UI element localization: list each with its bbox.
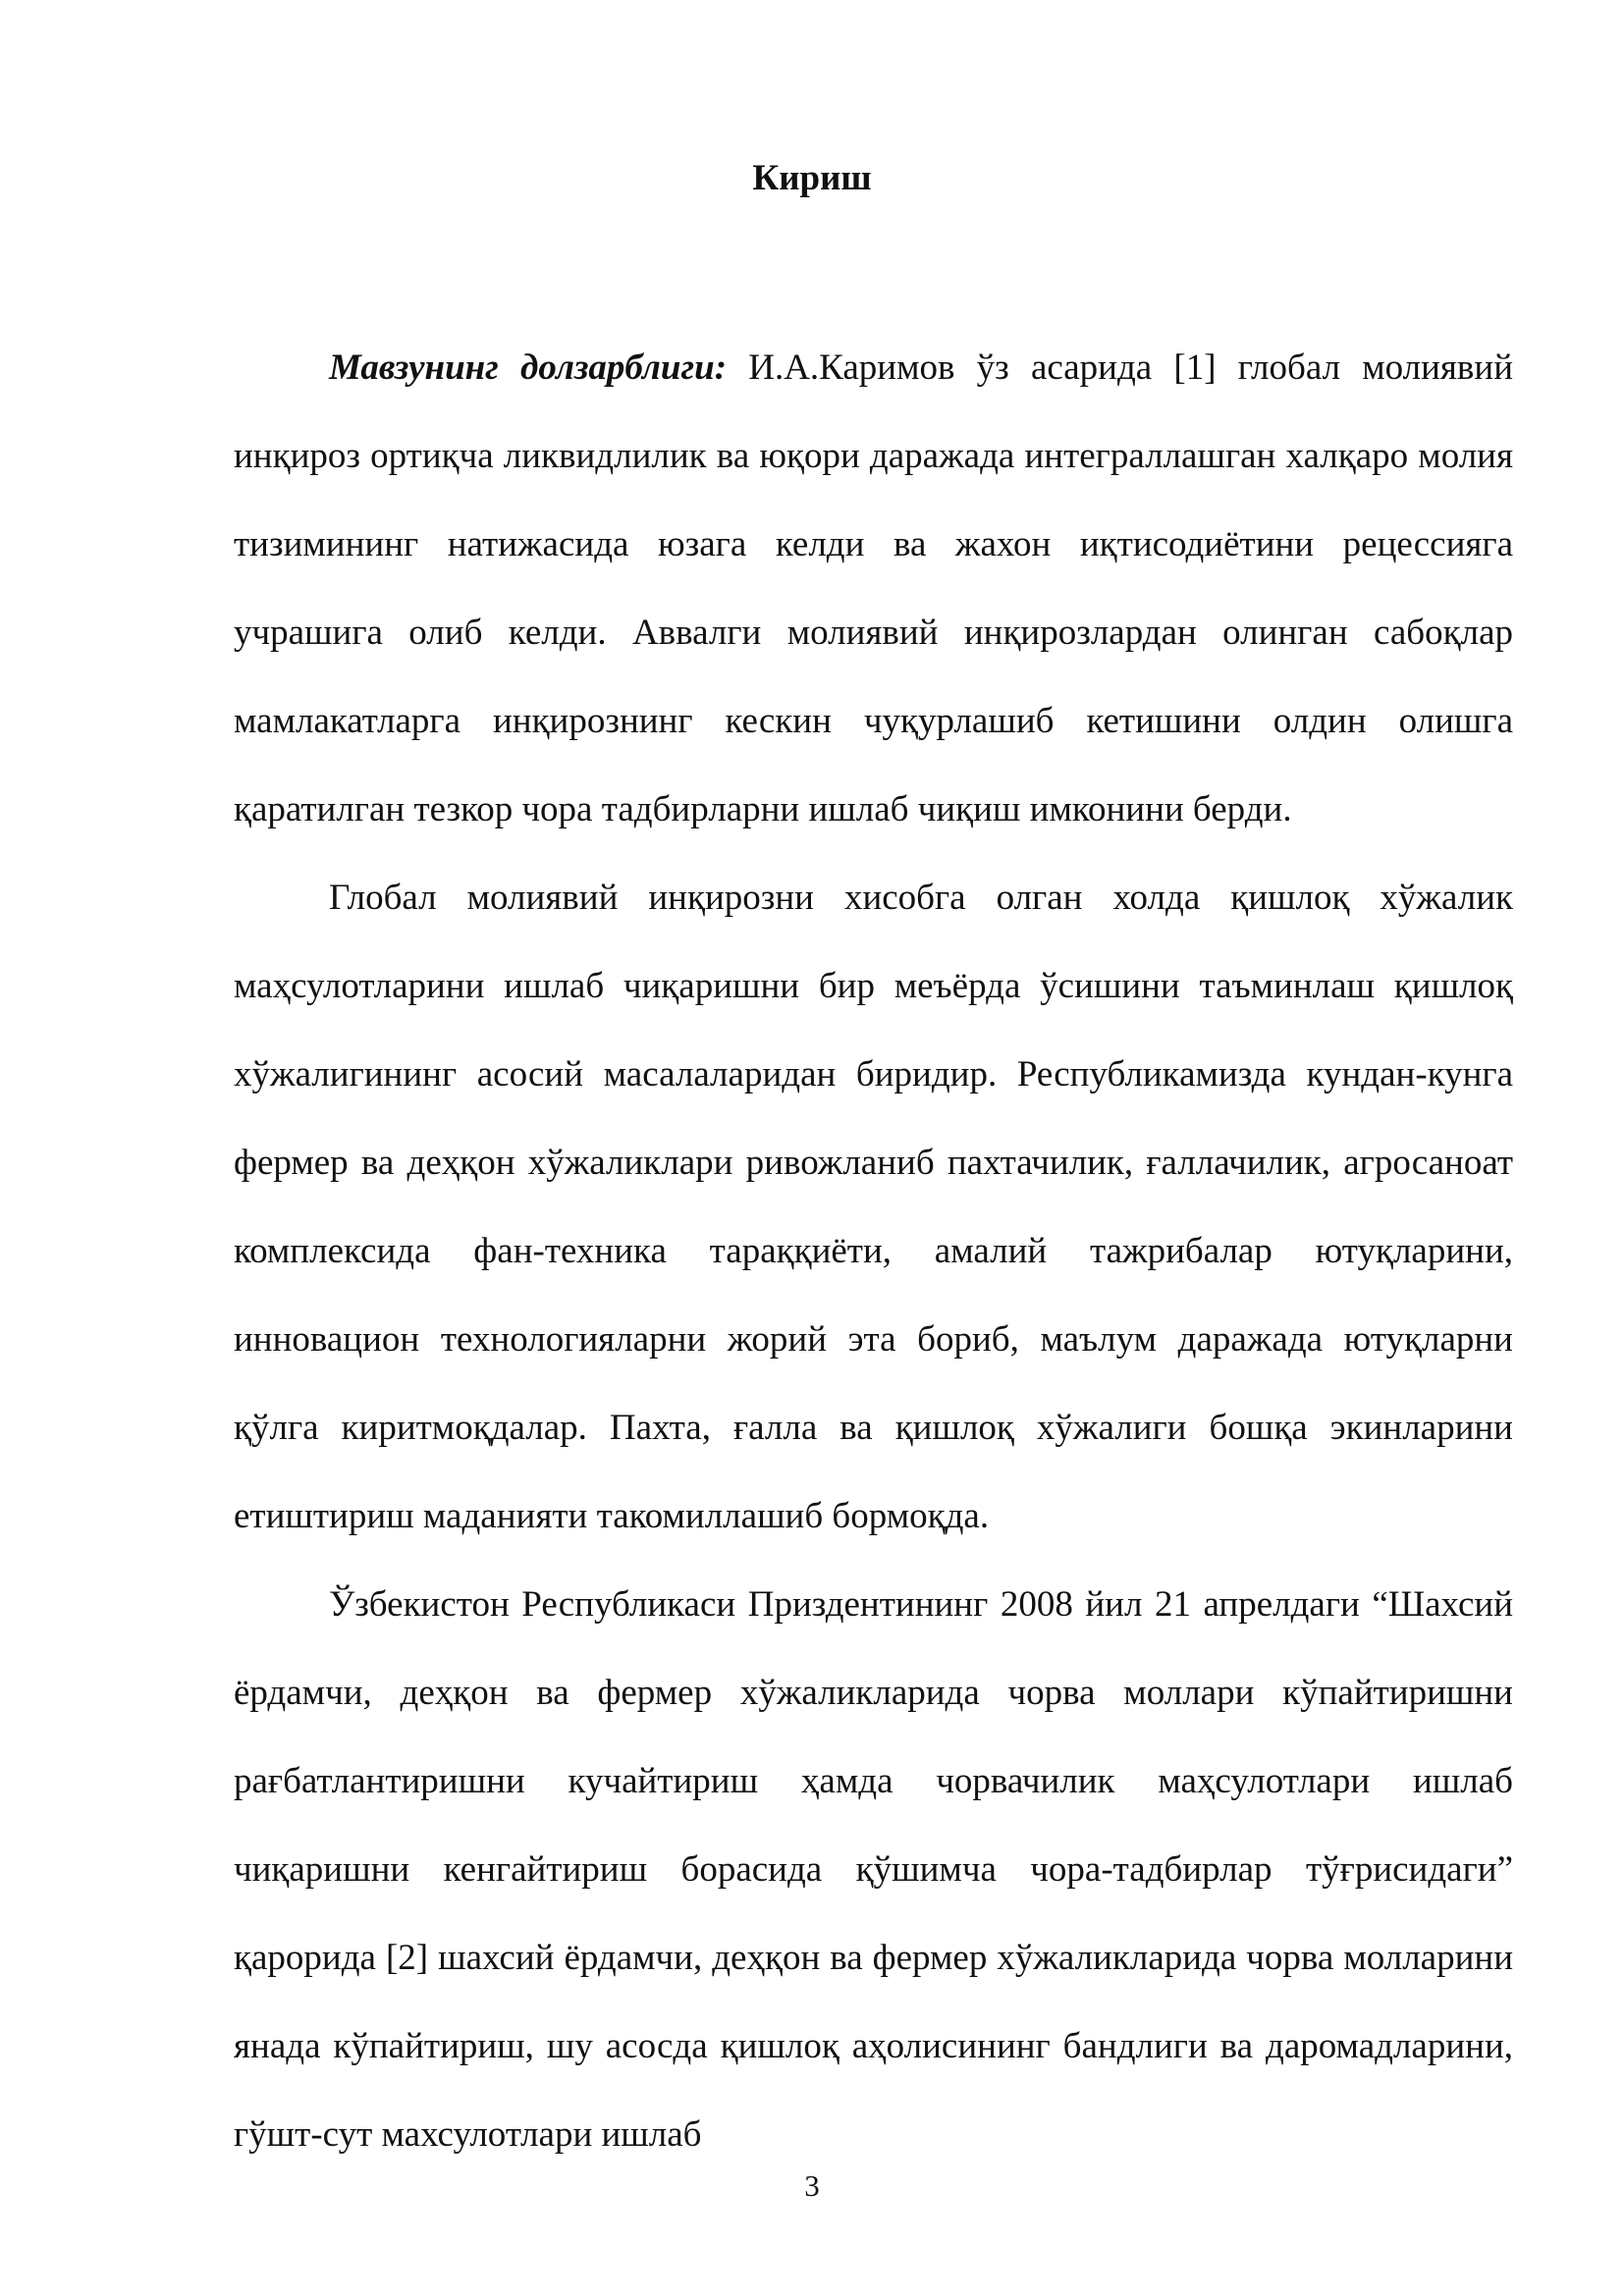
page-number: 3: [804, 2168, 820, 2203]
paragraph-global-crisis: Глобал молиявий инқирозни хисобга олган холда қишлоқ хўжалик маҳсулотларини ишлаб чиқаришни бир меъёрда ўсишини таъминлаш қишлоқ хўжалигининг асосий масалаларидан биридир. Республикамизда кундан-кунга фермер ва деҳқон хўжаликлари ривожланиб пахтачилик, ғаллачилик, агросаноат комплексида фан-техника тараққиёти, амалий тажрибалар ютуқларини, инновацион технологияларни жорий эта бориб, маълум даражада ютуқларни қўлга киритмоқдалар. Пахта, ғалла ва қишлоқ хўжалиги бошқа экинларини етиштириш маданияти такомиллашиб бормоқда.: [234, 878, 1513, 1536]
section-heading: Кириш: [752, 158, 872, 198]
relevance-label: Мавзунинг долзарблиги:: [329, 347, 728, 388]
paragraph-presidential-decree: Ўзбекистон Республикаси Приздентининг 2008 йил 21 апрелдаги “Шахсий ёрдамчи, деҳқон ва фермер хўжаликларида чорва моллари кўпайтиришни рағбатлантиришни кучайтириш ҳамда чорвачилик маҳсулотлари ишлаб чиқаришни кенгайтириш борасида қўшимча чора-тадбирлар тўғрисидаги” қарорида [2] шахсий ёрдамчи, деҳқон ва фермер хўжаликларида чорва молларини янада кўпайтириш, шу асосда қишлоқ аҳолисининг бандлиги ва даромадларини, гўшт-сут махсулотлари ишлаб: [234, 1584, 1513, 2155]
body-text: [234, 324, 1513, 2179]
relevance-text: И.А.Каримов ўз асарида [1] глобал молиявий инқироз ортиқча ликвидлилик ва юқори даражада интеграллашган халқаро молия тизимининг натижасида юзага келди ва жахон иқтисодиётини рецессияга учрашига олиб келди. Аввалги молиявий инқирозлардан олинган сабоқлар мамлакатларга инқирознинг кескин чуқурлашиб кетишини олдин олишга қаратилган тезкор чора тадбирларни ишлаб чиқиш имконини берди.: [234, 347, 1513, 829]
paragraph-relevance: [234, 324, 1513, 854]
